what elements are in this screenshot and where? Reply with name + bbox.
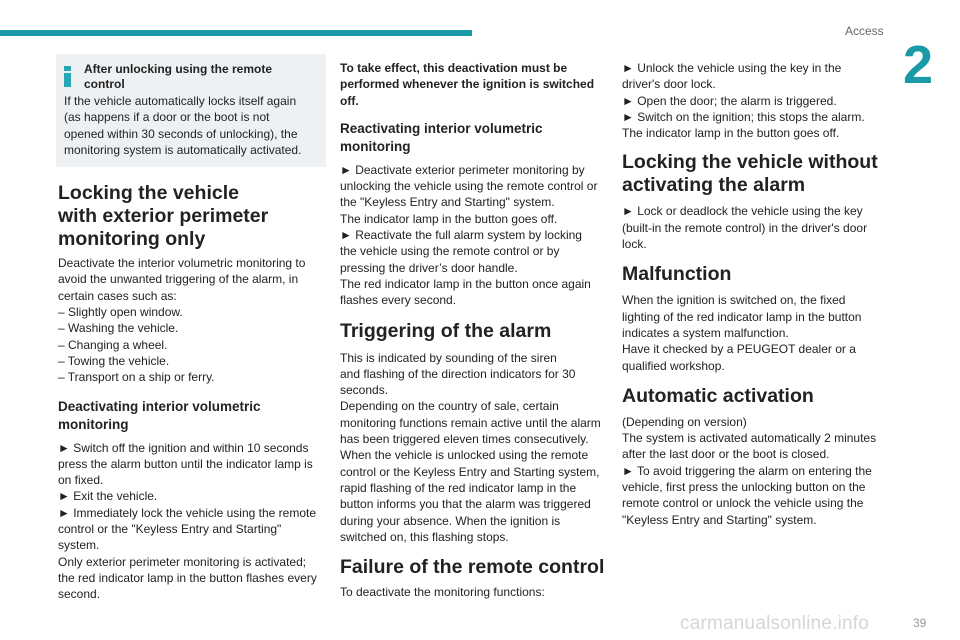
heading-deactivating-volumetric: Deactivating interior volumetric monitoring [58,398,261,432]
info-title: After unlocking using the remote control [84,62,273,91]
chapter-color-bar [0,30,472,36]
paragraph-triggering-alarm: This is indicated by sounding of the siren and flashing of the direction indicators for 30 seconds. Depending on the country of sale, certain monitoring functions remain active until the alarm has been triggered eleven times consecutively. When the vehicle is unlocked using the remote control or the Keyless Entry and Starting system, rapid flashing of the red indicator lamp in the button informs you that the alarm was triggered during your absence. When the ignition is switched on, this flashing stops. [340,350,601,544]
column-3 [622,60,888,528]
info-icon [64,66,72,87]
info-box [56,54,326,167]
paragraph-locking-without-alarm: ► Lock or deadlock the vehicle using the key (built-in the remote control) in the driver's door lock. [622,204,868,252]
heading-locking-without-alarm: Locking the vehicle without activating the alarm [622,151,878,197]
page-number: 39 [913,616,927,630]
paragraph-deactivation-effect: To take effect, this deactivation must be performed whenever the ignition is switched off. [340,61,595,108]
watermark: carmanualsonline.info [680,613,870,634]
paragraph-automatic-activation: (Depending on version) The system is activated automatically 2 minutes after the last door or the boot is closed. ► To avoid triggering the alarm on entering the vehicle, first press the unlocking button on the remote control or unlock the vehicle using the "Keyless Entry and Starting" system. [622,414,877,527]
paragraph-reactivating-volumetric: ► Deactivate exterior perimeter monitoring by unlocking the vehicle using the remote control or the "Keyless Entry and Starting" system. The indicator lamp in the button goes off. ► Reactivate the full alarm system by locking the vehicle using the remote control or by pressing the driver’s door handle. The red indicator lamp in the button once again flashes every second. [340,162,598,308]
column-1 [58,54,324,603]
paragraph-remote-failure: To deactivate the monitoring functions: [340,585,545,600]
chapter-number: 2 [903,35,934,95]
info-body: If the vehicle automatically locks itself again (as happens if a door or the boot is not opened within 30 seconds of unlocking), the monitoring system is automatically activated. [64,94,302,157]
heading-triggering-alarm: Triggering of the alarm [340,319,552,342]
paragraph-failure-steps: ► Unlock the vehicle using the key in the driver's door lock. ► Open the door; the alarm is triggered. ► Switch on the ignition; this stops the alarm. The indicator lamp in the button goes off. [622,61,865,141]
section-title: Access [845,24,884,38]
paragraph-locking-exterior-only: Deactivate the interior volumetric monitoring to avoid the unwanted triggering of the alarm, in certain cases such as: – Slightly open window. – Washing the vehicle. – Changing a wheel. – Towing the vehicle. – Transport on a ship or ferry. [58,256,306,385]
heading-automatic-activation: Automatic activation [622,384,814,407]
paragraph-malfunction: When the ignition is switched on, the fixed lighting of the red indicator lamp in the button indicates a system malfunction. Have it checked by a PEUGEOT dealer or a qualified workshop. [622,293,862,373]
heading-locking-exterior-only: Locking the vehicle with exterior perimeter monitoring only [58,182,269,251]
paragraph-deactivating-volumetric: ► Switch off the ignition and within 10 seconds press the alarm button until the indicator lamp is on fixed. ► Exit the vehicle. ► Immediately lock the vehicle using the remote control or the "Keyless Entry and Starting" system. Only exterior perimeter monitoring is activated; the red indicator lamp in the button flashes every second. [58,440,317,602]
heading-reactivating-volumetric: Reactivating interior volumetric monitoring [340,120,543,154]
heading-malfunction: Malfunction [622,263,732,286]
column-2 [340,60,606,600]
heading-remote-failure: Failure of the remote control [340,556,605,579]
